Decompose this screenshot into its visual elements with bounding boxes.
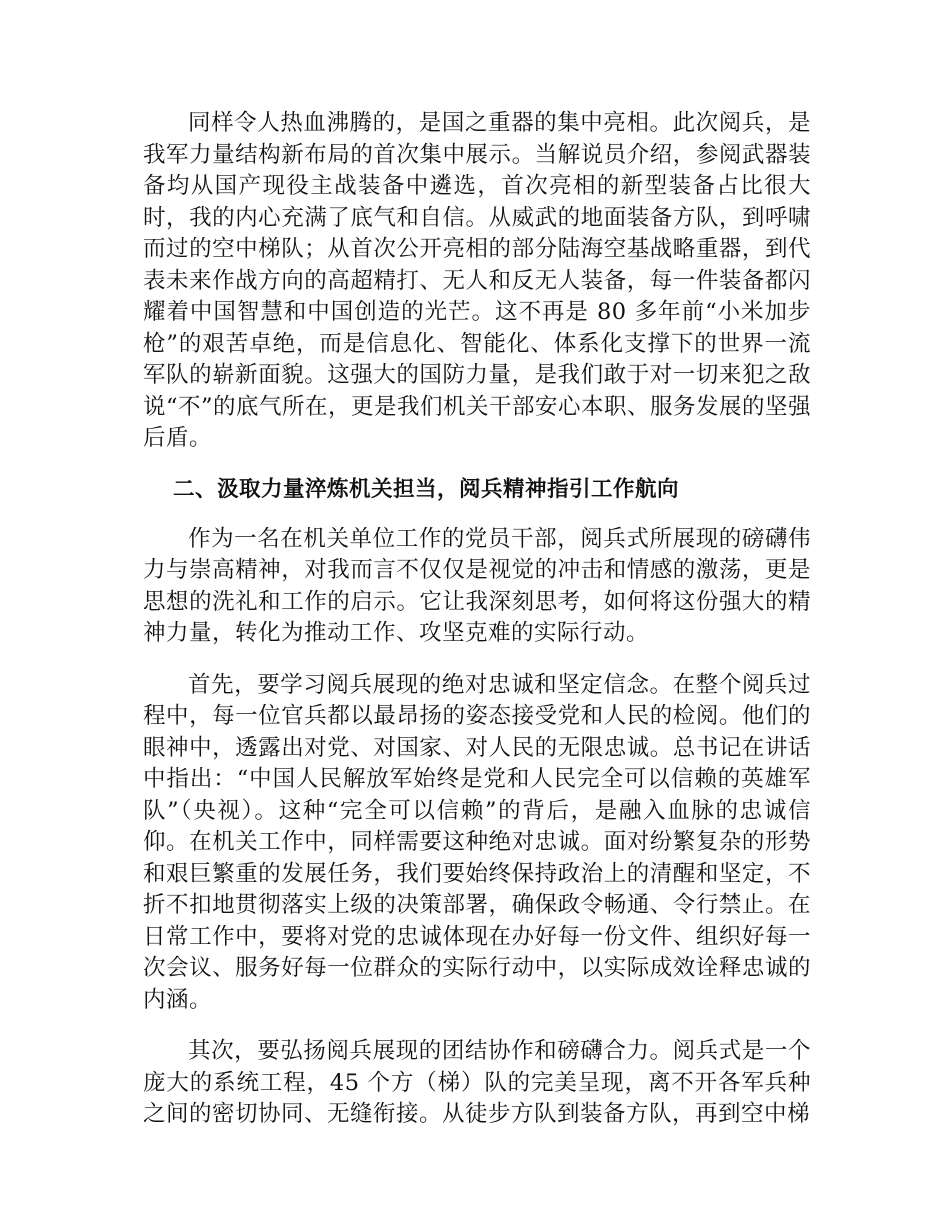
document-page — [143, 108, 811, 1131]
paragraph-weapons-display: 同样令人热血沸腾的，是国之重器的集中亮相。此次阅兵，是我军力量结构新布局的首次集中展示。当解说员介绍，参阅武器装备均从国产现役主战装备中遴选，首次亮相的新型装备占比很大时，我的内心充满了底气和自信。从威武的地面装备方队，到呼啸而过的空中梯队；从首次公开亮相的部分陆海空基战略重器，到代表未来作战方向的高超精打、无人和反无人装备，每一件装备都闪耀着中国智慧和中国创造的光芒。这不再是 80 多年前“小米加步枪”的艰苦卓绝，而是信息化、智能化、体系化支撑下的世界一流军队的崭新面貌。这强大的国防力量，是我们敢于对一切来犯之敌说“不”的底气所在，更是我们机关干部安心本职、服务发展的坚强后盾。 — [143, 110, 812, 451]
paragraph-loyalty: 首先，要学习阅兵展现的绝对忠诚和坚定信念。在整个阅兵过程中，每一位官兵都以最昂扬的姿态接受党和人民的检阅。他们的眼神中，透露出对党、对国家、对人民的无限忠诚。总书记在讲话中指出：“中国人民解放军始终是党和人民完全可以信赖的英雄军队”（央视）。这种“完全可以信赖”的背后，是融入血脉的忠诚信仰。在机关工作中，同样需要这种绝对忠诚。面对纷繁复杂的形势和艰巨繁重的发展任务，我们要始终保持政治上的清醒和坚定，不折不扣地贯彻落实上级的决策部署，确保政令畅通、令行禁止。在日常工作中，要将对党的忠诚体现在办好每一份文件、组织好每一次会议、服务好每一位群众的实际行动中，以实际成效诠释忠诚的内涵。 — [143, 671, 811, 1013]
paragraph-teamwork: 其次，要弘扬阅兵展现的团结协作和磅礴合力。阅兵式是一个庞大的系统工程，45 个方（梯）队的完美呈现，离不开各军兵种之间的密切协同、无缝衔接。从徒步方队到装备方队，再到空中梯 — [143, 1038, 811, 1127]
section-heading: 二、汲取力量淬炼机关担当，阅兵精神指引工作航向 — [173, 476, 680, 502]
paragraph-intro: 作为一名在机关单位工作的党员干部，阅兵式所展现的磅礴伟力与崇高精神，对我而言不仅仅是视觉的冲击和情感的激荡，更是思想的洗礼和工作的启示。它让我深刻思考，如何将这份强大的精神力量，转化为推动工作、攻坚克难的实际行动。 — [143, 525, 811, 646]
